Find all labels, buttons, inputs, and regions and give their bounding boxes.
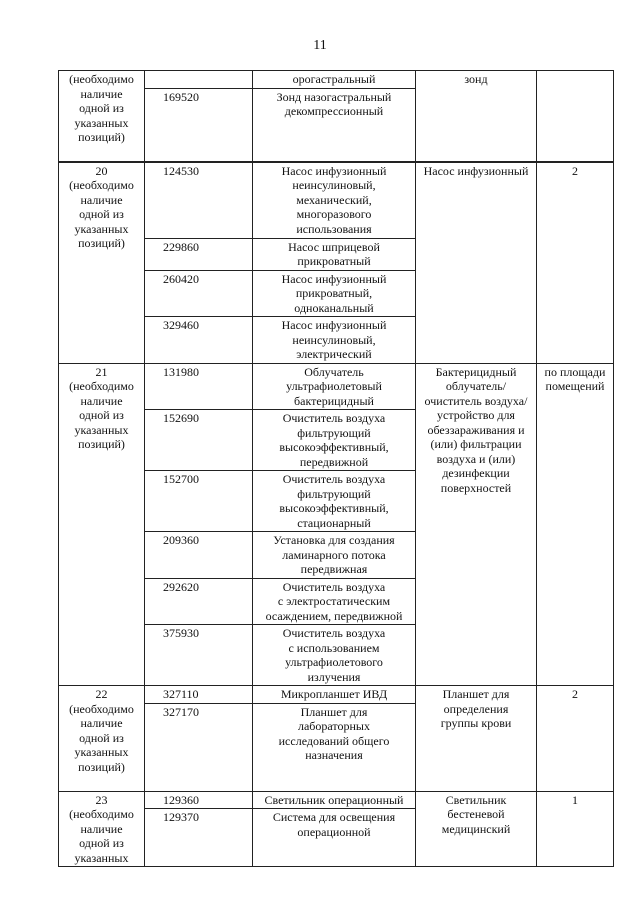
code-cell: 292620 xyxy=(145,578,253,625)
name-cell: Облучатель ультрафиолетовый бактерицидный xyxy=(253,363,416,410)
type-cell: зонд xyxy=(416,71,537,162)
code-cell: 152690 xyxy=(145,410,253,471)
name-cell: Очиститель воздуха с использованием ультрафиолетового излучения xyxy=(253,625,416,686)
type-cell: Насос инфузионный xyxy=(416,162,537,363)
name-cell: Насос инфузионный прикроватный, одноканальный xyxy=(253,270,416,317)
code-cell: 209360 xyxy=(145,532,253,579)
type-cell: Планшет для определения группы крови xyxy=(416,686,537,792)
position-cell: 21 (необходимо наличие одной из указанных позиций) xyxy=(59,363,145,686)
position-cell: 22 (необходимо наличие одной из указанных позиций) xyxy=(59,686,145,792)
name-cell: Система для освещения операционной xyxy=(253,809,416,867)
table-row xyxy=(59,363,614,410)
name-cell: Насос инфузионный неинсулиновый, механический, многоразового использования xyxy=(253,162,416,238)
name-cell: Установка для создания ламинарного потока передвижная xyxy=(253,532,416,579)
code-cell: 124530 xyxy=(145,162,253,238)
code-cell: 129370 xyxy=(145,809,253,867)
name-cell: Планшет для лабораторных исследований общего назначения xyxy=(253,703,416,791)
code-cell: 327170 xyxy=(145,703,253,791)
table-row xyxy=(59,686,614,704)
quantity-cell: 1 xyxy=(537,791,614,867)
code-cell xyxy=(145,71,253,89)
position-cell: (необходимо наличие одной из указанных позиций) xyxy=(59,71,145,162)
name-cell: Светильник операционный xyxy=(253,791,416,809)
code-cell: 329460 xyxy=(145,317,253,364)
position-cell: 23 (необходимо наличие одной из указанных xyxy=(59,791,145,867)
name-cell: орогастральный xyxy=(253,71,416,89)
name-cell: Насос инфузионный неинсулиновый, электрический xyxy=(253,317,416,364)
table-row xyxy=(59,791,614,809)
table-row xyxy=(59,162,614,238)
code-cell: 260420 xyxy=(145,270,253,317)
table-row xyxy=(59,71,614,89)
code-cell: 169520 xyxy=(145,88,253,161)
page-number: 11 xyxy=(313,38,327,53)
name-cell: Микропланшет ИВД xyxy=(253,686,416,704)
equipment-table xyxy=(58,70,614,867)
code-cell: 327110 xyxy=(145,686,253,704)
code-cell: 131980 xyxy=(145,363,253,410)
quantity-cell: по площади помещений xyxy=(537,363,614,686)
name-cell: Очиститель воздуха фильтрующий высокоэффективный, передвижной xyxy=(253,410,416,471)
quantity-cell: 2 xyxy=(537,686,614,792)
type-cell: Светильник бестеневой медицинский xyxy=(416,791,537,867)
quantity-cell xyxy=(537,71,614,162)
quantity-cell: 2 xyxy=(537,162,614,363)
name-cell: Очиститель воздуха фильтрующий высокоэффективный, стационарный xyxy=(253,471,416,532)
name-cell: Очиститель воздуха с электростатическим осаждением, передвижной xyxy=(253,578,416,625)
name-cell: Насос шприцевой прикроватный xyxy=(253,238,416,270)
code-cell: 152700 xyxy=(145,471,253,532)
position-cell: 20 (необходимо наличие одной из указанных позиций) xyxy=(59,162,145,363)
code-cell: 229860 xyxy=(145,238,253,270)
code-cell: 375930 xyxy=(145,625,253,686)
code-cell: 129360 xyxy=(145,791,253,809)
name-cell: Зонд назогастральный декомпрессионный xyxy=(253,88,416,161)
type-cell: Бактерицидный облучатель/ очиститель воздуха/ устройство для обеззараживания и (или) фильтрации воздуха и (или) дезинфекции поверхностей xyxy=(416,363,537,686)
